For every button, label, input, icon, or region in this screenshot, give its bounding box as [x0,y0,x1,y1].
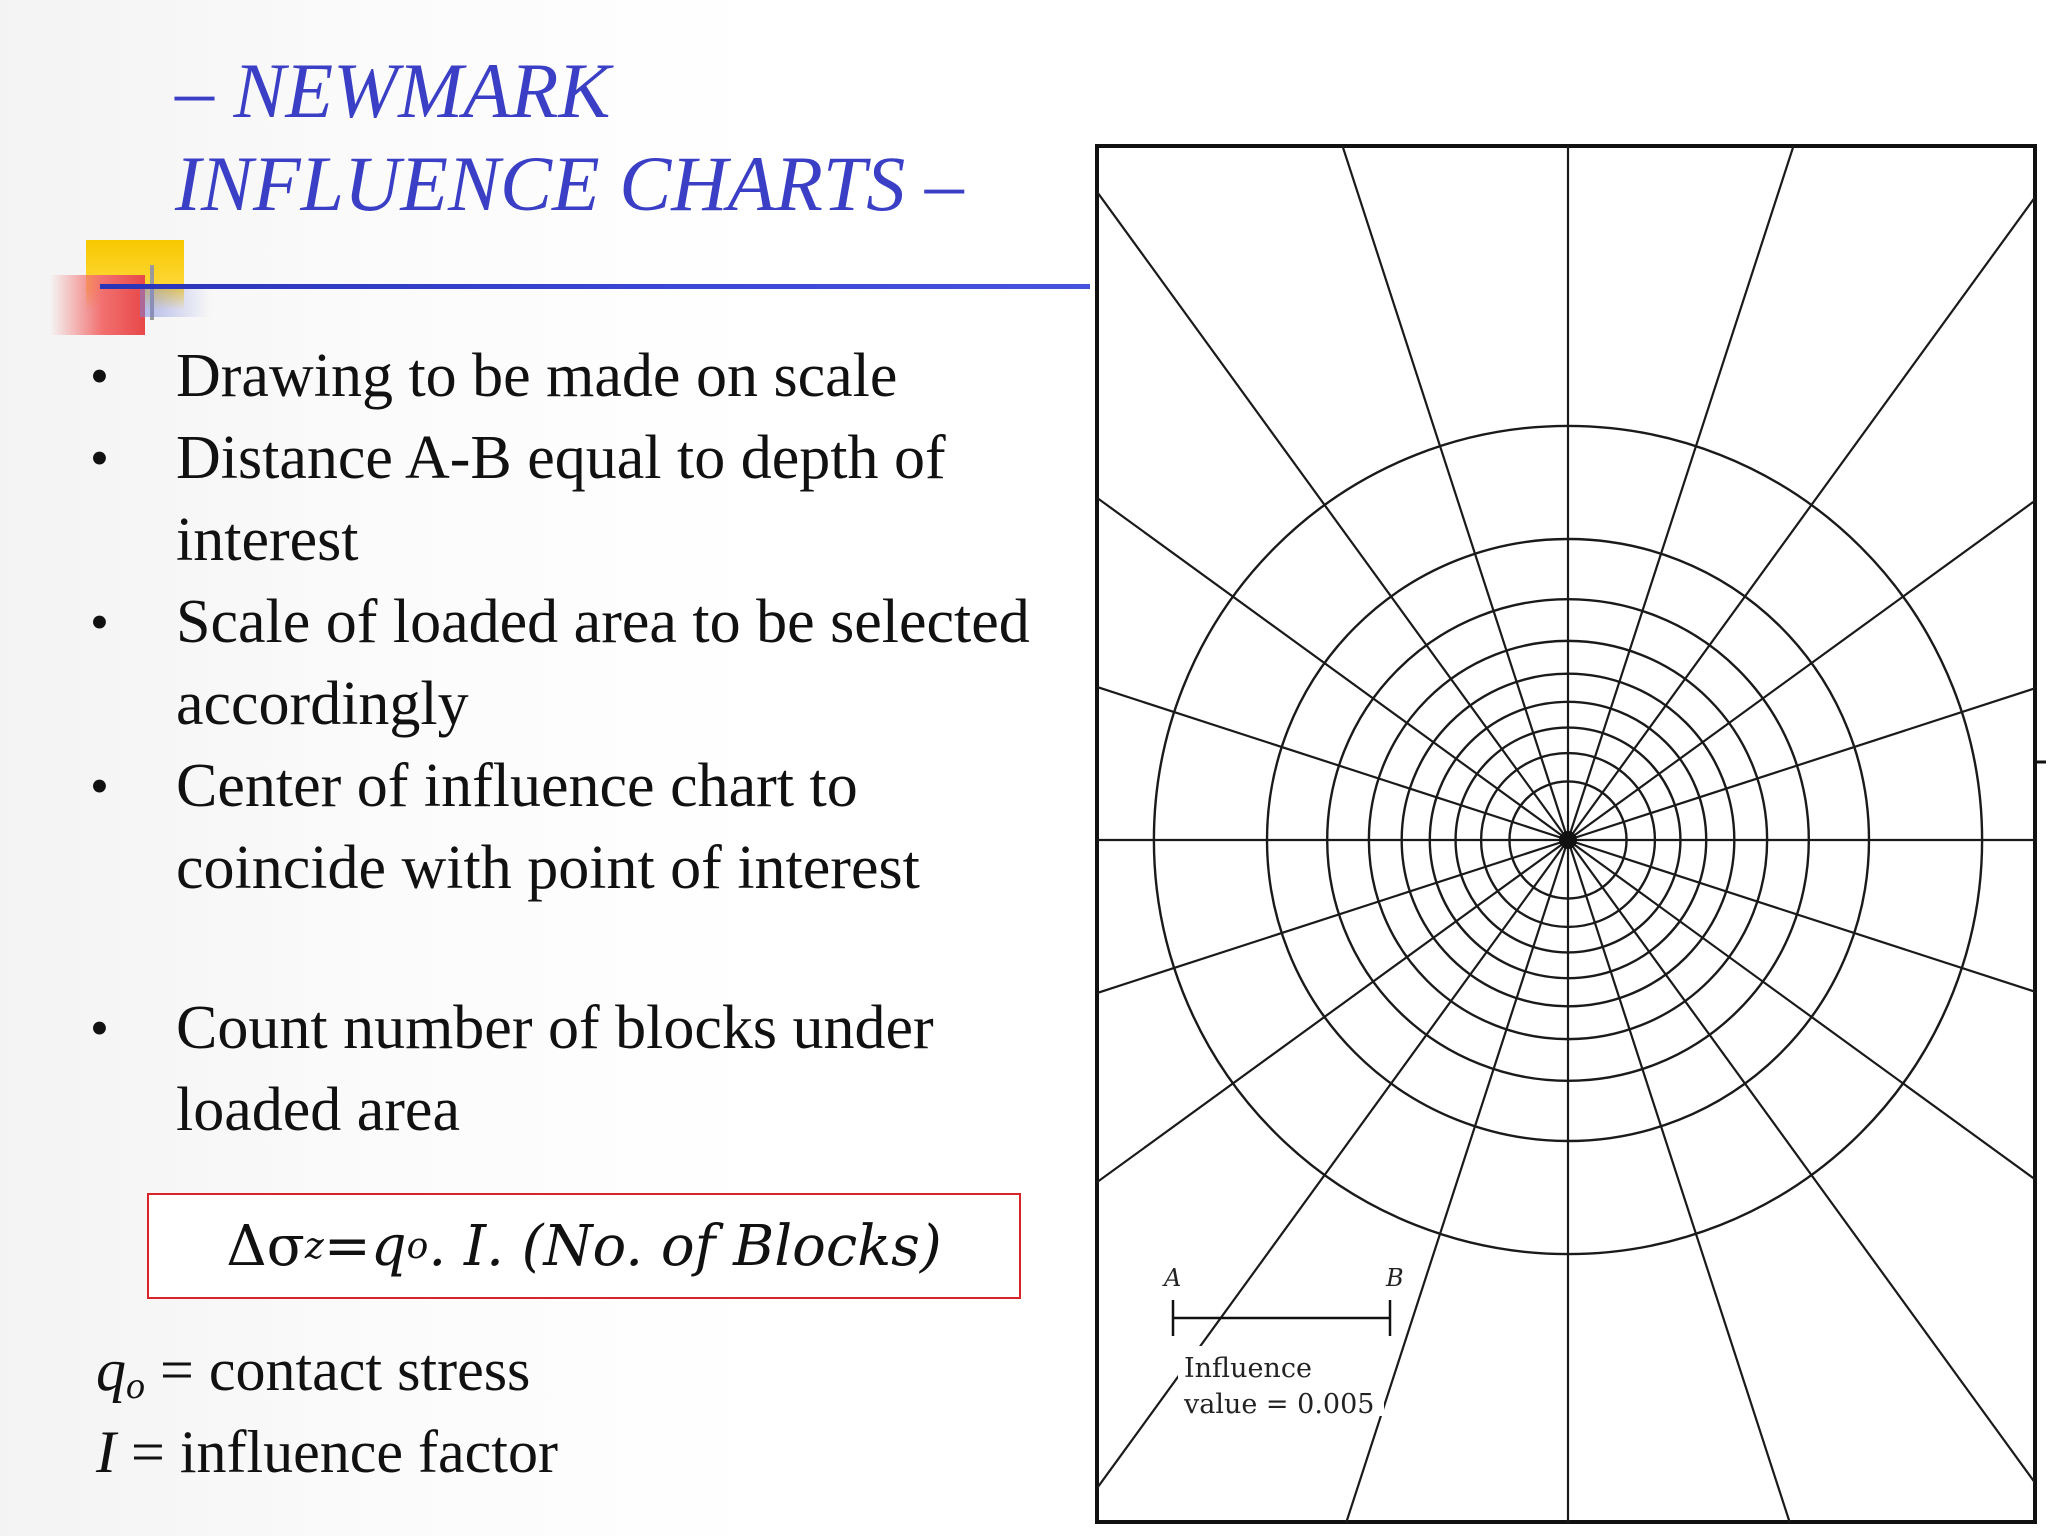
definition-i-text: = influence factor [115,1419,558,1485]
definition-q-text: = contact stress [145,1337,531,1403]
definition-q-subscript: o [126,1365,145,1407]
scale-label-b: B [1386,1264,1404,1292]
slide-title-line-1: – NEWMARK [175,47,611,134]
formula-rest: . I. (No. of Blocks) [428,1213,942,1279]
formula-delta-sigma: Δσ [226,1213,305,1279]
bullet-item-distance-ab: • Distance A-B equal to depth of interest [90,417,1050,581]
bullet-item-count-blocks: • Count number of blocks under loaded area [90,987,1050,1151]
influence-value-label: value = 0.005 [1184,1389,1375,1420]
chart-center-point [1559,831,1577,849]
bullet-item-loaded-area-scale: • Scale of loaded area to be selected accordingly [90,581,1050,745]
bullet-item-chart-center: • Center of influence chart to coincide with point of interest [90,745,1050,909]
definition-q-symbol: q [96,1337,126,1403]
definition-i-symbol: I [96,1419,116,1485]
formula-sigma-subscript: z [304,1225,324,1267]
formula-q-subscript: o [406,1225,429,1267]
slide-title-line-2: INFLUENCE CHARTS – [175,140,964,227]
bullet-item-drawing-scale: • Drawing to be made on scale [90,335,1050,417]
influence-label-line-1: Influence [1184,1353,1312,1384]
scale-label-a: A [1164,1264,1182,1292]
formula-equals: = [323,1213,371,1279]
formula-q: q [370,1213,407,1279]
